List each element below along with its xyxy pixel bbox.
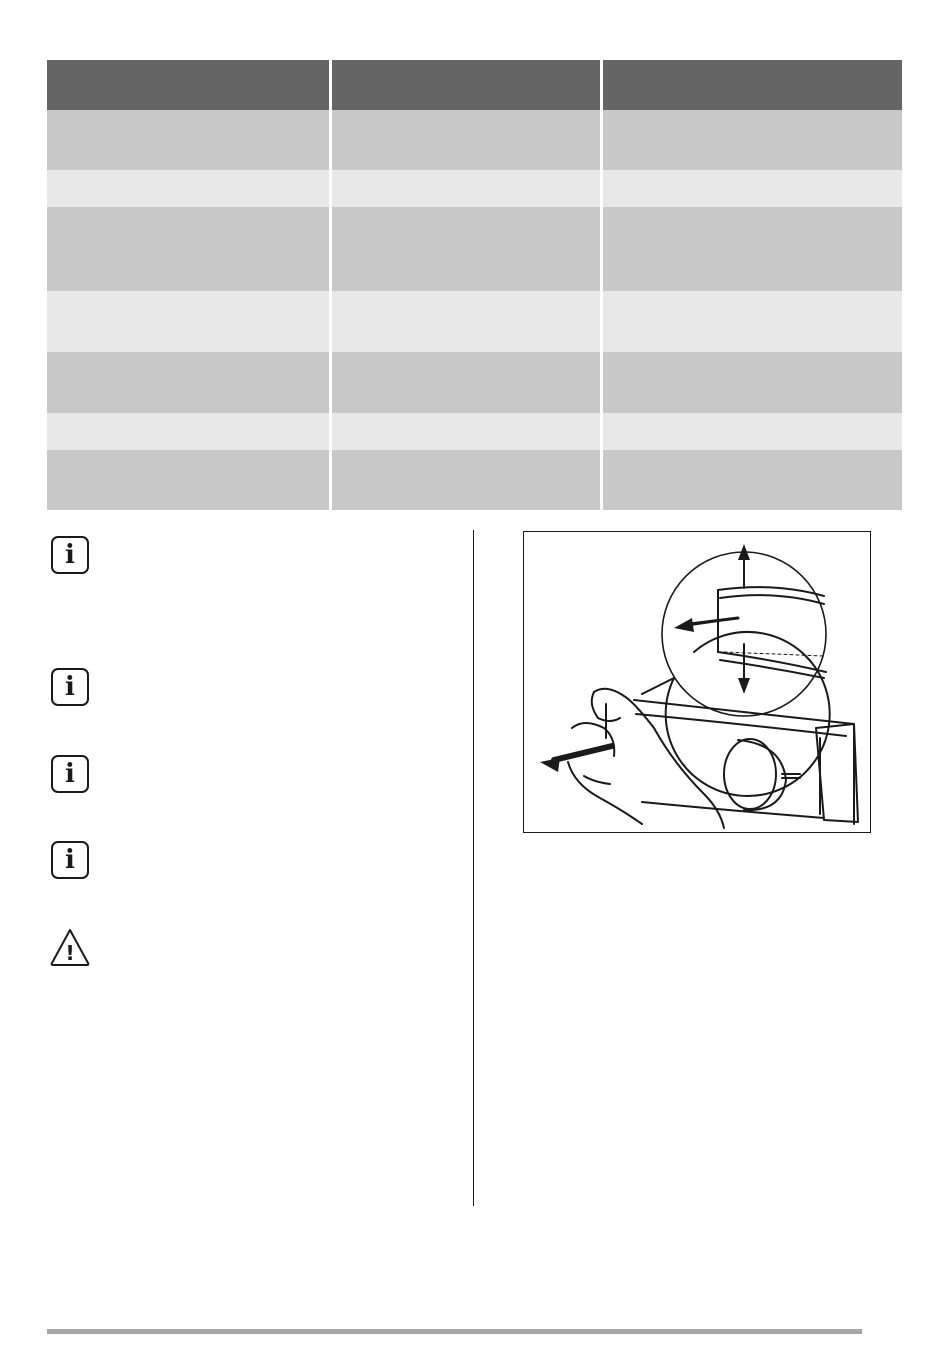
table-cell bbox=[603, 170, 902, 207]
table-cell bbox=[603, 352, 902, 413]
table-cell bbox=[603, 207, 902, 291]
footer-rule bbox=[47, 1329, 862, 1334]
table-row bbox=[47, 170, 902, 207]
header-cell bbox=[332, 60, 600, 110]
table-cell bbox=[332, 291, 600, 352]
table-cell bbox=[332, 207, 600, 291]
table-header-row bbox=[47, 60, 902, 110]
table-cell bbox=[603, 291, 902, 352]
info-icon: i bbox=[51, 841, 89, 879]
table-cell bbox=[603, 450, 902, 510]
table-cell bbox=[603, 110, 902, 170]
table-row bbox=[47, 207, 902, 291]
table-cell bbox=[47, 413, 329, 450]
header-cell bbox=[603, 60, 902, 110]
table-cell bbox=[332, 170, 600, 207]
table-cell bbox=[47, 110, 329, 170]
warning-icon bbox=[49, 927, 91, 967]
column-divider bbox=[473, 530, 474, 1206]
table-cell bbox=[47, 352, 329, 413]
table-row bbox=[47, 110, 902, 170]
table-cell bbox=[332, 352, 600, 413]
table-cell bbox=[47, 291, 329, 352]
table-cell bbox=[603, 413, 902, 450]
svg-text:!: ! bbox=[65, 941, 75, 965]
table-cell bbox=[332, 413, 600, 450]
table-cell bbox=[47, 450, 329, 510]
data-table bbox=[47, 60, 902, 510]
header-cell bbox=[47, 60, 329, 110]
table-cell bbox=[332, 450, 600, 510]
info-icon: i bbox=[51, 755, 89, 793]
table-cell bbox=[332, 110, 600, 170]
table-row bbox=[47, 413, 902, 450]
table-row bbox=[47, 352, 902, 413]
control-panel-illustration bbox=[523, 531, 871, 833]
table-cell bbox=[47, 207, 329, 291]
table-row bbox=[47, 450, 902, 510]
table-cell bbox=[47, 170, 329, 207]
info-icon: i bbox=[51, 536, 89, 574]
table-row bbox=[47, 291, 902, 352]
info-icon: i bbox=[51, 668, 89, 706]
